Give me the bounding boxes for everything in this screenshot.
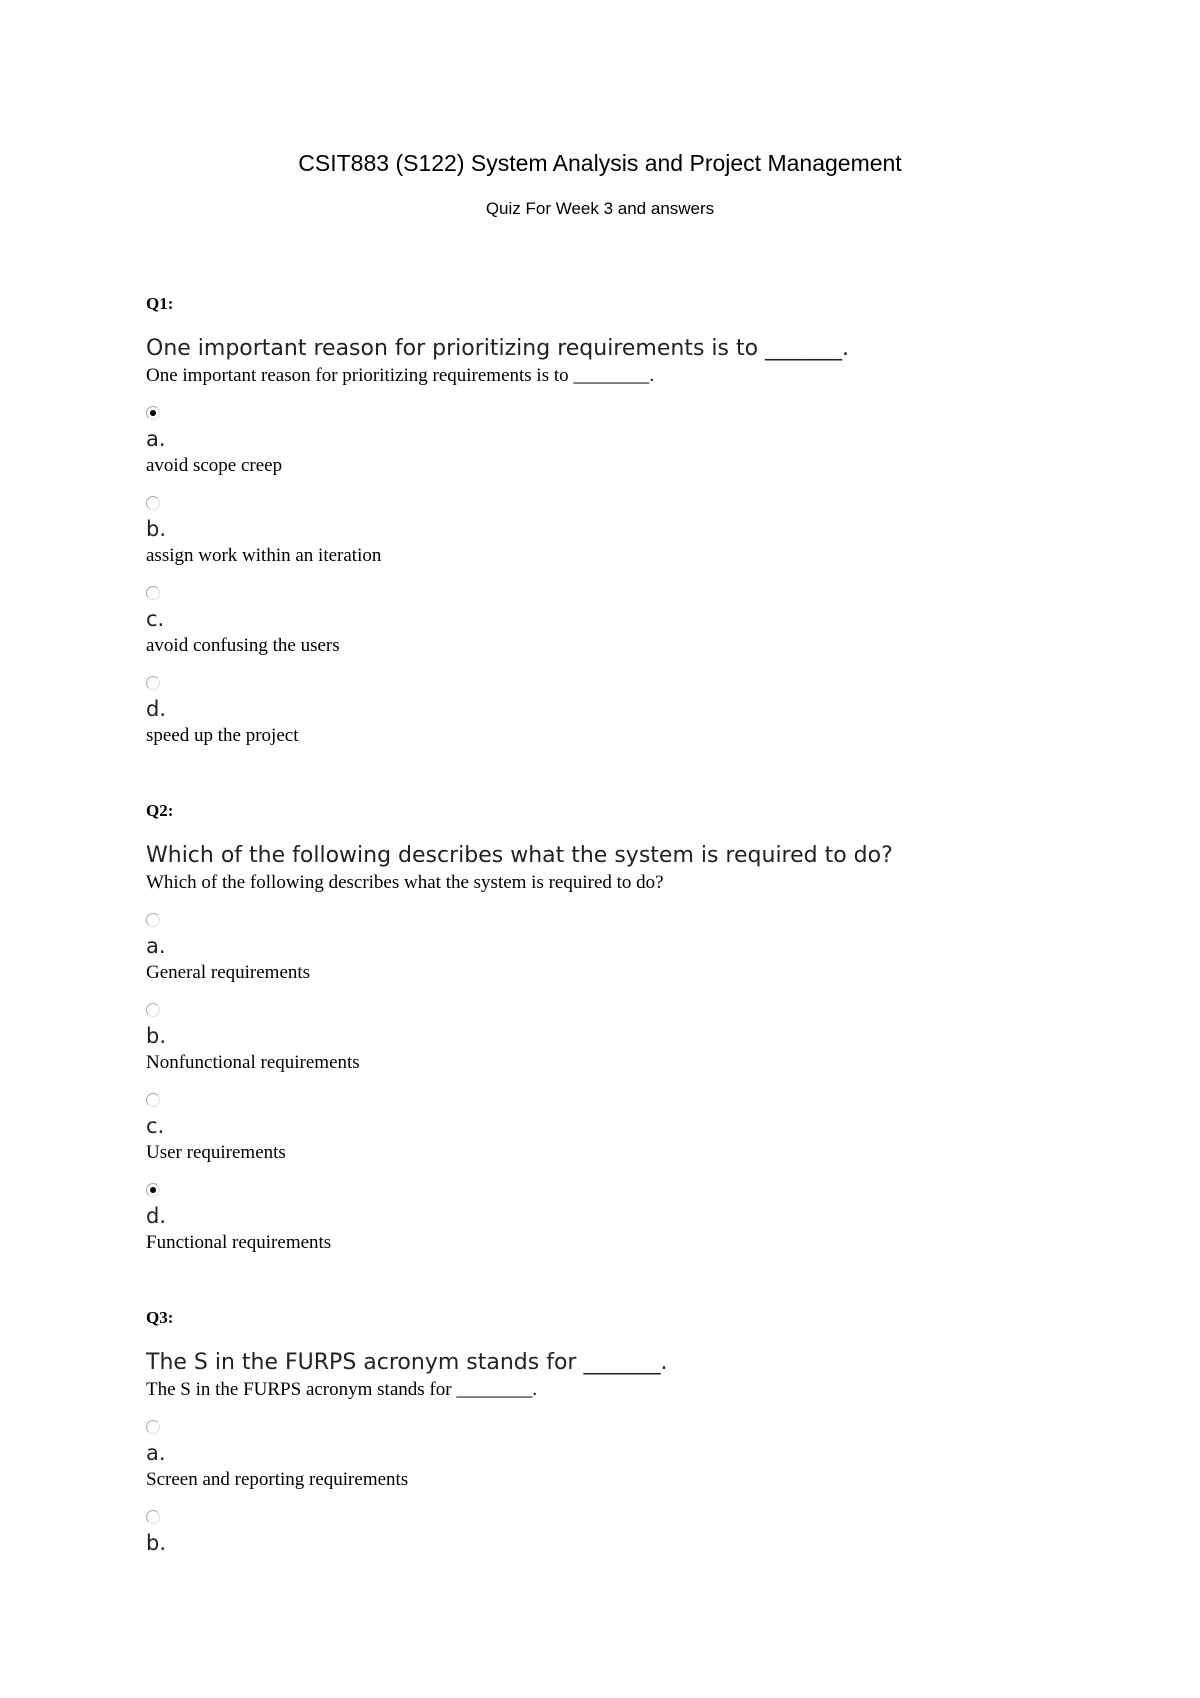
question-prompt: Which of the following describes what the system is required to do?: [146, 843, 893, 868]
option-text: Nonfunctional requirements: [146, 1052, 360, 1073]
answer-options: [146, 913, 1146, 1268]
question-prompt: The S in the FURPS acronym stands for _______.: [146, 1350, 668, 1375]
question-label: Q3:: [146, 1308, 174, 1327]
radio-button-selected[interactable]: [146, 1183, 160, 1197]
option-text: [146, 1558, 1146, 1582]
option-text: Functional requirements: [146, 1232, 332, 1253]
option-d: [146, 676, 1146, 761]
option-letter: c.: [146, 1114, 165, 1138]
radio-button[interactable]: [146, 586, 160, 600]
option-text: Screen and reporting requirements: [146, 1469, 409, 1490]
option-letter: a.: [146, 427, 166, 451]
answer-options: [146, 406, 1146, 761]
question-1: [146, 292, 1146, 761]
question-2: [146, 799, 1146, 1268]
radio-button[interactable]: [146, 496, 160, 510]
question-label: Q2:: [146, 801, 174, 820]
question-label: Q1:: [146, 294, 174, 313]
option-a: [146, 406, 1146, 491]
option-c: [146, 586, 1146, 671]
option-letter: b.: [146, 1024, 167, 1048]
answer-options: [146, 1420, 1146, 1595]
option-d: [146, 1183, 1146, 1268]
option-letter: b.: [146, 1531, 167, 1555]
option-letter: b.: [146, 517, 167, 541]
option-letter: a.: [146, 1441, 166, 1465]
option-text: avoid confusing the users: [146, 635, 340, 656]
question-prompt-repeat: One important reason for prioritizing requirements is to ________.: [146, 365, 655, 386]
option-text: avoid scope creep: [146, 455, 283, 476]
radio-button[interactable]: [146, 676, 160, 690]
question-3: [146, 1306, 1146, 1595]
option-letter: c.: [146, 607, 165, 631]
radio-button[interactable]: [146, 1003, 160, 1017]
option-letter: d.: [146, 697, 167, 721]
radio-button[interactable]: [146, 1420, 160, 1434]
option-c: [146, 1093, 1146, 1178]
option-b: [146, 1510, 1146, 1595]
question-prompt-repeat: The S in the FURPS acronym stands for ________.: [146, 1379, 538, 1400]
option-letter: a.: [146, 934, 166, 958]
option-b: [146, 496, 1146, 581]
option-letter: d.: [146, 1204, 167, 1228]
radio-button[interactable]: [146, 1510, 160, 1524]
option-text: assign work within an iteration: [146, 545, 382, 566]
option-b: [146, 1003, 1146, 1088]
radio-button[interactable]: [146, 913, 160, 927]
question-prompt-repeat: Which of the following describes what the system is required to do?: [146, 872, 664, 893]
radio-button-selected[interactable]: [146, 406, 160, 420]
option-text: General requirements: [146, 962, 311, 983]
option-text: User requirements: [146, 1142, 286, 1163]
option-a: [146, 913, 1146, 998]
option-text: speed up the project: [146, 725, 299, 746]
radio-button[interactable]: [146, 1093, 160, 1107]
option-a: [146, 1420, 1146, 1505]
document-title: CSIT883 (S122) System Analysis and Project Management: [298, 150, 902, 176]
document-subtitle: Quiz For Week 3 and answers: [485, 199, 715, 218]
question-prompt: One important reason for prioritizing requirements is to _______.: [146, 336, 850, 361]
